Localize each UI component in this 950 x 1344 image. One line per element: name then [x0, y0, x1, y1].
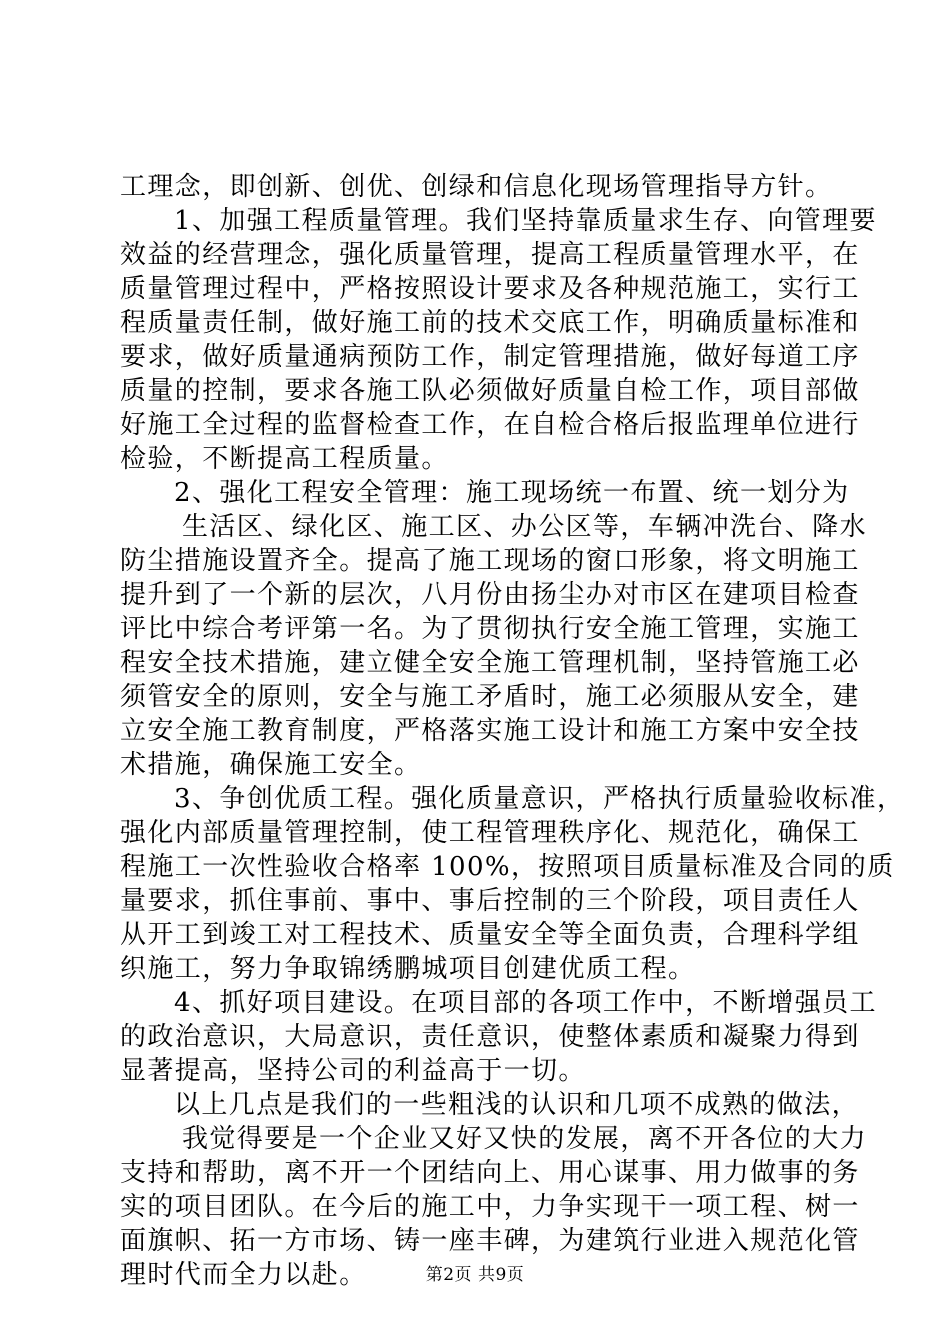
text-line: 要求，做好质量通病预防工作，制定管理措施，做好每道工序 [120, 342, 860, 372]
text-line: 从开工到竣工对工程技术、质量安全等全面负责，合理科学组 [120, 920, 860, 950]
text-line: 程安全技术措施，建立健全安全施工管理机制，坚持管施工必 [120, 648, 860, 678]
text-line: 质量管理过程中，严格按照设计要求及各种规范施工，实行工 [120, 274, 860, 304]
text-line: 评比中综合考评第一名。为了贯彻执行安全施工管理，实施工 [120, 614, 860, 644]
text-line: 强化内部质量管理控制，使工程管理秩序化、规范化，确保工 [120, 818, 860, 848]
text-line: 须管安全的原则，安全与施工矛盾时，施工必须服从安全，建 [120, 682, 860, 712]
text-line: 1、加强工程质量管理。我们坚持靠质量求生存、向管理要 [174, 206, 877, 236]
text-line: 实的项目团队。在今后的施工中，力争实现干一项工程、树一 [120, 1192, 860, 1222]
text-line: 质量的控制，要求各施工队必须做好质量自检工作，项目部做 [120, 376, 860, 406]
text-line: 我觉得要是一个企业又好又快的发展，离不开各位的大力 [182, 1124, 868, 1154]
text-line: 理时代而全力以赴。 [120, 1260, 367, 1290]
text-line: 以上几点是我们的一些粗浅的认识和几项不成熟的做法， [174, 1090, 860, 1120]
text-line: 术措施，确保施工安全。 [120, 750, 422, 780]
text-line: 程质量责任制，做好施工前的技术交底工作，明确质量标准和 [120, 308, 860, 338]
text-line: 程施工一次性验收合格率 100%，按照项目质量标准及合同的质 [120, 852, 895, 882]
text-line: 4、抓好项目建设。在项目部的各项工作中，不断增强员工 [174, 988, 877, 1018]
text-line: 立安全施工教育制度，严格落实施工设计和施工方案中安全技 [120, 716, 860, 746]
text-line: 量要求，抓住事前、事中、事后控制的三个阶段，项目责任人 [120, 886, 860, 916]
text-line: 支持和帮助，离不开一个团结向上、用心谋事、用力做事的务 [120, 1158, 860, 1188]
text-line: 效益的经营理念，强化质量管理，提高工程质量管理水平，在 [120, 240, 860, 270]
text-line: 3、争创优质工程。强化质量意识，严格执行质量验收标准， [174, 784, 905, 814]
text-line: 工理念，即创新、创优、创绿和信息化现场管理指导方针。 [120, 172, 833, 202]
text-line: 好施工全过程的监督检查工作，在自检合格后报监理单位进行 [120, 410, 860, 440]
text-line: 生活区、绿化区、施工区、办公区等，车辆冲洗台、降水 [182, 512, 868, 542]
text-line: 的政治意识，大局意识，责任意识，使整体素质和凝聚力得到 [120, 1022, 860, 1052]
text-line: 提升到了一个新的层次，八月份由扬尘办对市区在建项目检查 [120, 580, 860, 610]
text-line: 2、强化工程安全管理：施工现场统一布置、统一划分为 [174, 478, 850, 508]
text-line: 防尘措施设置齐全。提高了施工现场的窗口形象，将文明施工 [120, 546, 860, 576]
text-line: 检验，不断提高工程质量。 [120, 444, 449, 474]
text-line: 显著提高，坚持公司的利益高于一切。 [120, 1056, 586, 1086]
text-line: 织施工，努力争取锦绣鹏城项目创建优质工程。 [120, 954, 696, 984]
text-line: 面旗帜、拓一方市场、铸一座丰碑，为建筑行业进入规范化管 [120, 1226, 860, 1256]
page-number-footer: 第2页 共9页 [425, 1265, 525, 1285]
